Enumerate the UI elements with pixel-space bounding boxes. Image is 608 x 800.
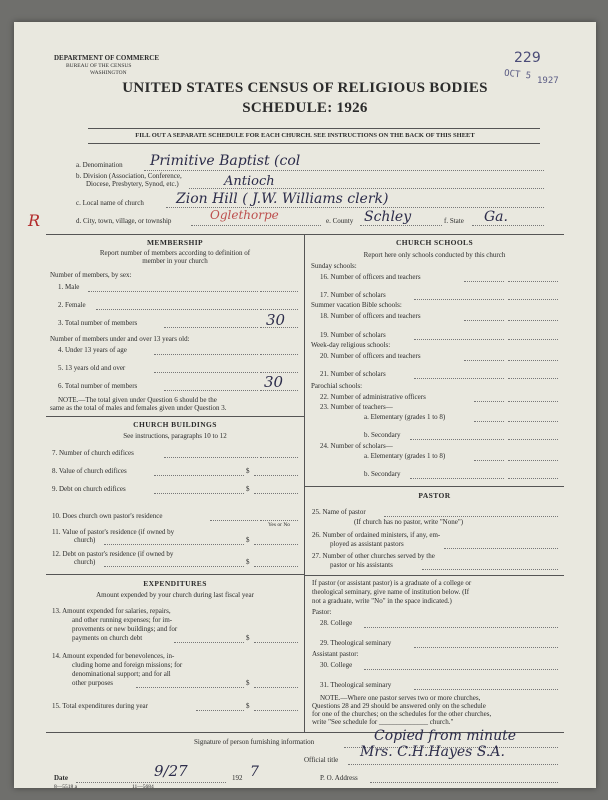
division-value: Antioch: [224, 174, 275, 189]
q19: 19. Number of scholars: [320, 331, 386, 339]
q11-line-2: church): [74, 536, 96, 544]
q13-line-1: 13. Amount expended for salaries, repairs,: [52, 607, 171, 615]
q14-line-3: denominational support; and for all: [72, 670, 171, 678]
stamp-year: 1927: [537, 76, 559, 86]
expenditures-sub: Amount expended by your church during last fiscal year: [96, 591, 254, 599]
q12-line-2: church): [74, 558, 96, 566]
q29: 29. Theological seminary: [320, 639, 392, 647]
weekday-label: Week-day religious schools:: [311, 341, 391, 349]
state-label: f. State: [444, 217, 464, 225]
membership-intro-2: member in your church: [142, 257, 208, 265]
q8-dollar: $: [246, 467, 250, 475]
church-name-label: c. Local name of church: [76, 199, 144, 207]
city-value: Oglethorpe: [210, 208, 279, 222]
q5-over-13: 5. 13 years old and over: [58, 364, 126, 372]
division-label-1: b. Division (Association, Conference,: [76, 172, 182, 180]
q14-dollar: $: [246, 679, 250, 687]
q13-line-3: provements or new buildings; and for: [72, 625, 178, 633]
county-value: Schley: [364, 209, 412, 225]
q25-note: (If church has no pastor, write "None"): [354, 518, 464, 526]
department-label: DEPARTMENT OF COMMERCE: [54, 54, 160, 62]
grad-line-3: not a graduate, write "No" in the space indicated.): [312, 597, 452, 605]
grad-line-2: theological seminary, give name of institution below. (If: [312, 588, 470, 596]
q15-dollar: $: [246, 702, 250, 710]
q27-line-1: 27. Number of other churches served by the: [312, 552, 435, 560]
q13-line-2: and other running expenses; for im-: [72, 616, 173, 624]
church-name-value: Zion Hill ( J.W. Williams clerk): [176, 191, 389, 207]
q26-line-1: 26. Number of ordained ministers, if any, em-: [312, 531, 441, 539]
q24: 24. Number of scholars—: [320, 442, 393, 450]
signature-value: Copied from minute: [374, 728, 517, 744]
q9-dollar: $: [246, 485, 250, 493]
q17: 17. Number of scholars: [320, 291, 386, 299]
q14-line-4: other purposes: [72, 679, 114, 687]
summer-label: Summer vacation Bible schools:: [311, 301, 402, 309]
q7-edifices: 7. Number of church edifices: [52, 449, 134, 457]
pastor-note-4: write "See schedule for ______________ church.": [312, 718, 454, 726]
form-number-1: 8—5518 a: [54, 784, 78, 788]
buildings-sub: See instructions, paragraphs 10 to 12: [123, 432, 227, 440]
city-label: WASHINGTON: [90, 70, 127, 76]
q20: 20. Number of officers and teachers: [320, 352, 421, 360]
q6-total-value: 30: [264, 373, 284, 391]
q28: 28. College: [320, 619, 353, 627]
pastor-note-3: for one of the churches; on the schedules for the other churches,: [312, 710, 492, 718]
q12-line-1: 12. Debt on pastor's residence (if owned by: [52, 550, 174, 558]
q13-dollar: $: [246, 634, 250, 642]
form-title: UNITED STATES CENSUS OF RELIGIOUS BODIES: [122, 80, 488, 96]
q21: 21. Number of scholars: [320, 370, 386, 378]
q31: 31. Theological seminary: [320, 681, 392, 689]
division-label-2: Diocese, Presbytery, Synod, etc.): [86, 180, 179, 188]
q27-line-2: pastor or his assistants: [330, 561, 393, 569]
q24a: a. Elementary (grades 1 to 8): [364, 452, 446, 460]
date-label: Date: [54, 774, 68, 782]
membership-note-2: same as the total of males and females given under Question 3.: [50, 404, 227, 412]
pastor-heading: PASTOR: [418, 491, 451, 500]
q25: 25. Name of pastor: [312, 508, 366, 516]
q22: 22. Number of administrative officers: [320, 393, 426, 401]
year-value: 7: [250, 764, 259, 780]
city-label-field: d. City, town, village, or township: [76, 217, 172, 225]
q1-male: 1. Male: [58, 283, 80, 291]
membership-heading: MEMBERSHIP: [146, 238, 204, 247]
stamp-number: 229: [514, 50, 541, 66]
q11-line-1: 11. Value of pastor's residence (if owned by: [52, 528, 175, 536]
q23b: b. Secondary: [364, 431, 401, 439]
q3-total: 3. Total number of members: [58, 319, 138, 327]
q23a: a. Elementary (grades 1 to 8): [364, 413, 446, 421]
state-value: Ga.: [484, 209, 508, 225]
official-title-label: Official title: [304, 756, 339, 764]
under-over-label: Number of members under and over 13 years old:: [50, 335, 190, 343]
denomination-label: a. Denomination: [76, 161, 123, 169]
stamp-date: OCT 5: [503, 68, 532, 82]
pastor-note-2: Questions 28 and 29 should be answered only on the schedule: [312, 702, 486, 710]
q14-line-2: cluding home and foreign missions; for: [72, 661, 183, 669]
q15-total: 15. Total expenditures during year: [52, 702, 148, 710]
q11-dollar: $: [246, 536, 250, 544]
signature-label: Signature of person furnishing information: [194, 738, 315, 746]
q12-dollar: $: [246, 558, 250, 566]
pastor-label: Pastor:: [312, 608, 332, 616]
year-prefix: 192: [232, 774, 243, 782]
grad-line-1: If pastor (or assistant pastor) is a graduate of a college or: [312, 579, 472, 587]
official-title-value: Mrs. C.H.Hayes S.A.: [360, 744, 505, 760]
form-number-2: 11—5684: [132, 784, 154, 788]
members-by-sex-label: Number of members, by sex:: [50, 271, 132, 279]
q3-total-value: 30: [266, 311, 286, 329]
q13-line-4: payments on church debt: [72, 634, 143, 642]
membership-intro-1: Report number of members according to definition of: [99, 249, 251, 257]
q6-total: 6. Total number of members: [58, 382, 138, 390]
form-subtitle: SCHEDULE: 1926: [242, 100, 368, 116]
bureau-label: BUREAU OF THE CENSUS: [66, 63, 132, 69]
denomination-value: Primitive Baptist (col: [150, 153, 301, 169]
date-value: 9/27: [154, 762, 188, 780]
parochial-label: Parochial schools:: [311, 382, 363, 390]
q16: 16. Number of officers and teachers: [320, 273, 421, 281]
q30: 30. College: [320, 661, 353, 669]
q23: 23. Number of teachers—: [320, 403, 393, 411]
q2-female: 2. Female: [58, 301, 86, 309]
census-schedule-sheet: [14, 22, 596, 788]
buildings-heading: CHURCH BUILDINGS: [133, 420, 217, 429]
assistant-label: Assistant pastor:: [312, 650, 359, 658]
q9-debt: 9. Debt on church edifices: [52, 485, 126, 493]
schools-sub: Report here only schools conducted by this church: [363, 251, 506, 259]
q24b: b. Secondary: [364, 470, 401, 478]
q4-under-13: 4. Under 13 years of age: [58, 346, 127, 354]
q26-line-2: ployed as assistant pastors: [330, 540, 404, 548]
q8-value: 8. Value of church edifices: [52, 467, 127, 475]
q18: 18. Number of officers and teachers: [320, 312, 421, 320]
sunday-label: Sunday schools:: [311, 262, 357, 270]
pastor-note-1: NOTE.—Where one pastor serves two or more churches,: [320, 694, 481, 702]
county-label: e. County: [326, 217, 354, 225]
q14-line-1: 14. Amount expended for benevolences, in-: [52, 652, 175, 660]
margin-mark: R: [28, 211, 41, 230]
po-address-label: P. O. Address: [320, 774, 358, 782]
form-instruction: FILL OUT A SEPARATE SCHEDULE FOR EACH CHURCH. SEE INSTRUCTIONS ON THE BACK OF THIS SHEET: [135, 132, 475, 139]
q10-residence: 10. Does church own pastor's residence: [52, 512, 163, 520]
schools-heading: CHURCH SCHOOLS: [395, 238, 474, 247]
membership-note-1: NOTE.—The total given under Question 6 should be the: [58, 396, 217, 404]
expenditures-heading: EXPENDITURES: [143, 579, 207, 588]
yes-no-hint: Yes or No: [268, 522, 291, 528]
